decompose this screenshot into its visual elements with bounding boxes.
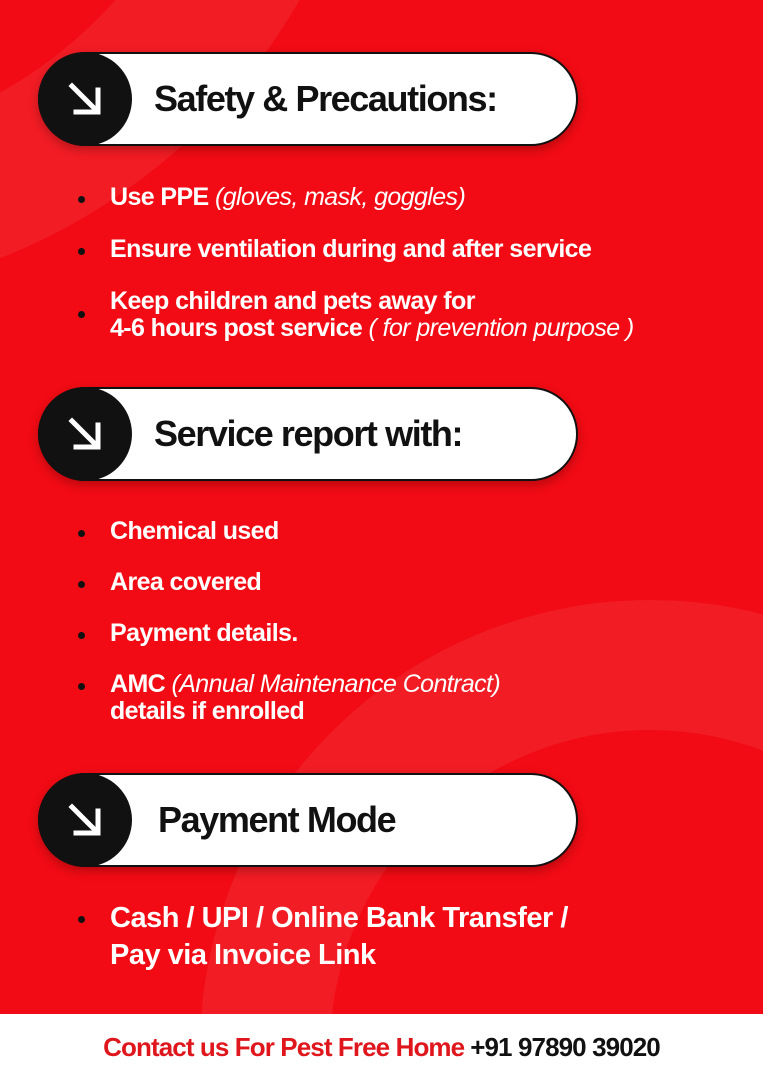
bullet-list [0,900,763,974]
item-text: Chemical used [110,517,279,545]
item-text: Area covered [110,568,262,596]
item-text: Payment details. [110,619,298,647]
bullet-list [0,518,763,725]
contact-cta: Contact us For Pest Free Home [103,1031,465,1062]
arrow-down-right-icon [38,387,132,481]
bullet-dot [78,683,85,690]
list-item [0,288,763,342]
item-note: ( for prevention purpose ) [368,314,634,342]
section-title: Safety & Precautions: [154,78,497,119]
list-item [0,569,763,596]
item-text-line2: Pay via Invoice Link [110,939,376,971]
section-title: Service report with: [154,413,463,454]
section-title: Payment Mode [158,799,396,840]
phone-number[interactable]: +91 97890 39020 [470,1031,660,1062]
bullet-list [0,184,763,342]
list-item [0,620,763,647]
item-note: (Annual Maintenance Contract) [171,670,501,698]
section-header-pill [38,773,578,867]
contact-footer [0,1014,763,1080]
section-header-pill [38,52,578,146]
section-header-pill [38,387,578,481]
item-text: AMC [110,670,172,698]
item-text-line2: details if enrolled [110,697,305,725]
bullet-dot [78,248,85,255]
list-item [0,184,763,211]
arrow-down-right-icon [38,773,132,867]
item-text: Cash / UPI / Online Bank Transfer / [110,902,568,934]
item-text: Keep children and pets away for [110,287,475,315]
item-note: (gloves, mask, goggles) [214,183,466,211]
item-text: Ensure ventilation during and after service [110,235,592,263]
bullet-dot [78,311,85,318]
bullet-dot [78,916,85,923]
list-item [0,518,763,545]
arrow-down-right-icon [38,52,132,146]
bullet-dot [78,196,85,203]
list-item [0,900,763,974]
item-text: Use PPE [110,183,215,211]
list-item [0,236,763,263]
bullet-dot [78,581,85,588]
bullet-dot [78,530,85,537]
list-item [0,671,763,725]
bullet-dot [78,632,85,639]
item-text-line2: 4-6 hours post service [110,314,369,342]
